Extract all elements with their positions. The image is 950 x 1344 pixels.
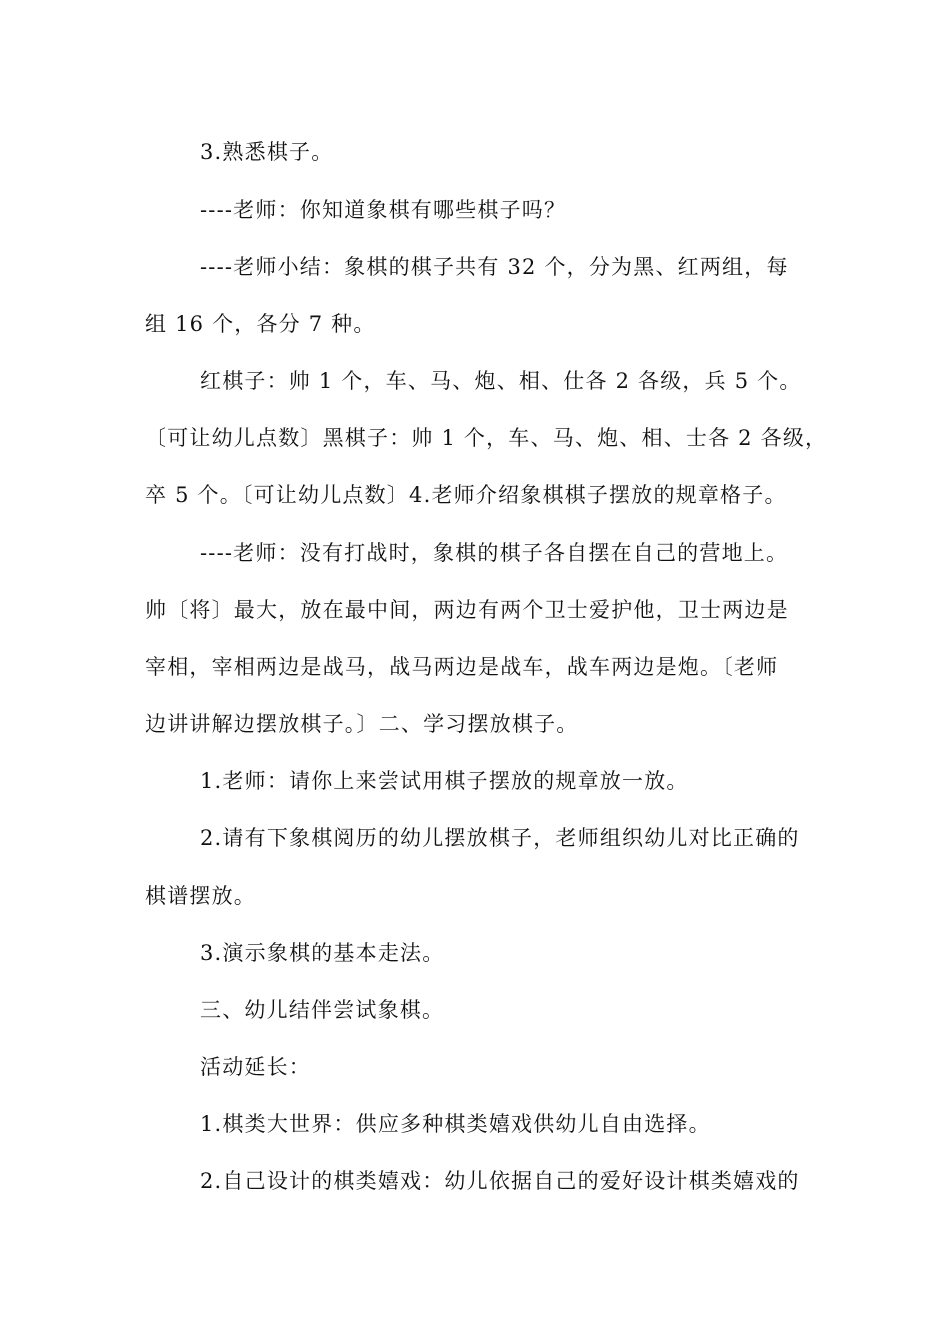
- paragraph-line: 三、幼儿结伴尝试象棋。: [200, 998, 445, 1022]
- paragraph-line: 组 16 个，各分 7 种。: [145, 312, 376, 336]
- paragraph-line: 红棋子：帅 1 个，车、马、炮、相、仕各 2 各级，兵 5 个。: [200, 369, 802, 393]
- paragraph-line: 卒 5 个。〔可让幼儿点数〕4.老师介绍象棋棋子摆放的规章格子。: [145, 483, 787, 507]
- paragraph-line: ----老师：没有打战时，象棋的棋子各自摆在自己的营地上。: [200, 541, 789, 565]
- paragraph-line: 3.熟悉棋子。: [200, 140, 334, 164]
- paragraph-line: ----老师小结：象棋的棋子共有 32 个，分为黑、红两组，每: [200, 255, 789, 279]
- paragraph-line: 棋谱摆放。: [145, 884, 256, 908]
- paragraph-line: 2.请有下象棋阅历的幼儿摆放棋子，老师组织幼儿对比正确的: [200, 826, 800, 850]
- paragraph-line: 宰相，宰相两边是战马，战马两边是战车，战车两边是炮。〔老师: [145, 655, 779, 679]
- paragraph-line: 2.自己设计的棋类嬉戏：幼儿依据自己的爱好设计棋类嬉戏的: [200, 1169, 800, 1193]
- paragraph-line: 边讲讲解边摆放棋子。〕二、学习摆放棋子。: [145, 712, 579, 736]
- paragraph-line: 活动延长：: [200, 1055, 311, 1079]
- paragraph-line: 3.演示象棋的基本走法。: [200, 941, 445, 965]
- paragraph-line: 1.老师：请你上来尝试用棋子摆放的规章放一放。: [200, 769, 689, 793]
- paragraph-line: ----老师：你知道象棋有哪些棋子吗？: [200, 198, 567, 222]
- paragraph-line: 1.棋类大世界：供应多种棋类嬉戏供幼儿自由选择。: [200, 1112, 711, 1136]
- paragraph-line: 〔可让幼儿点数〕黑棋子：帅 1 个，车、马、炮、相、士各 2 各级，: [145, 426, 828, 450]
- paragraph-line: 帅〔将〕最大，放在最中间，两边有两个卫士爱护他，卫士两边是: [145, 598, 789, 622]
